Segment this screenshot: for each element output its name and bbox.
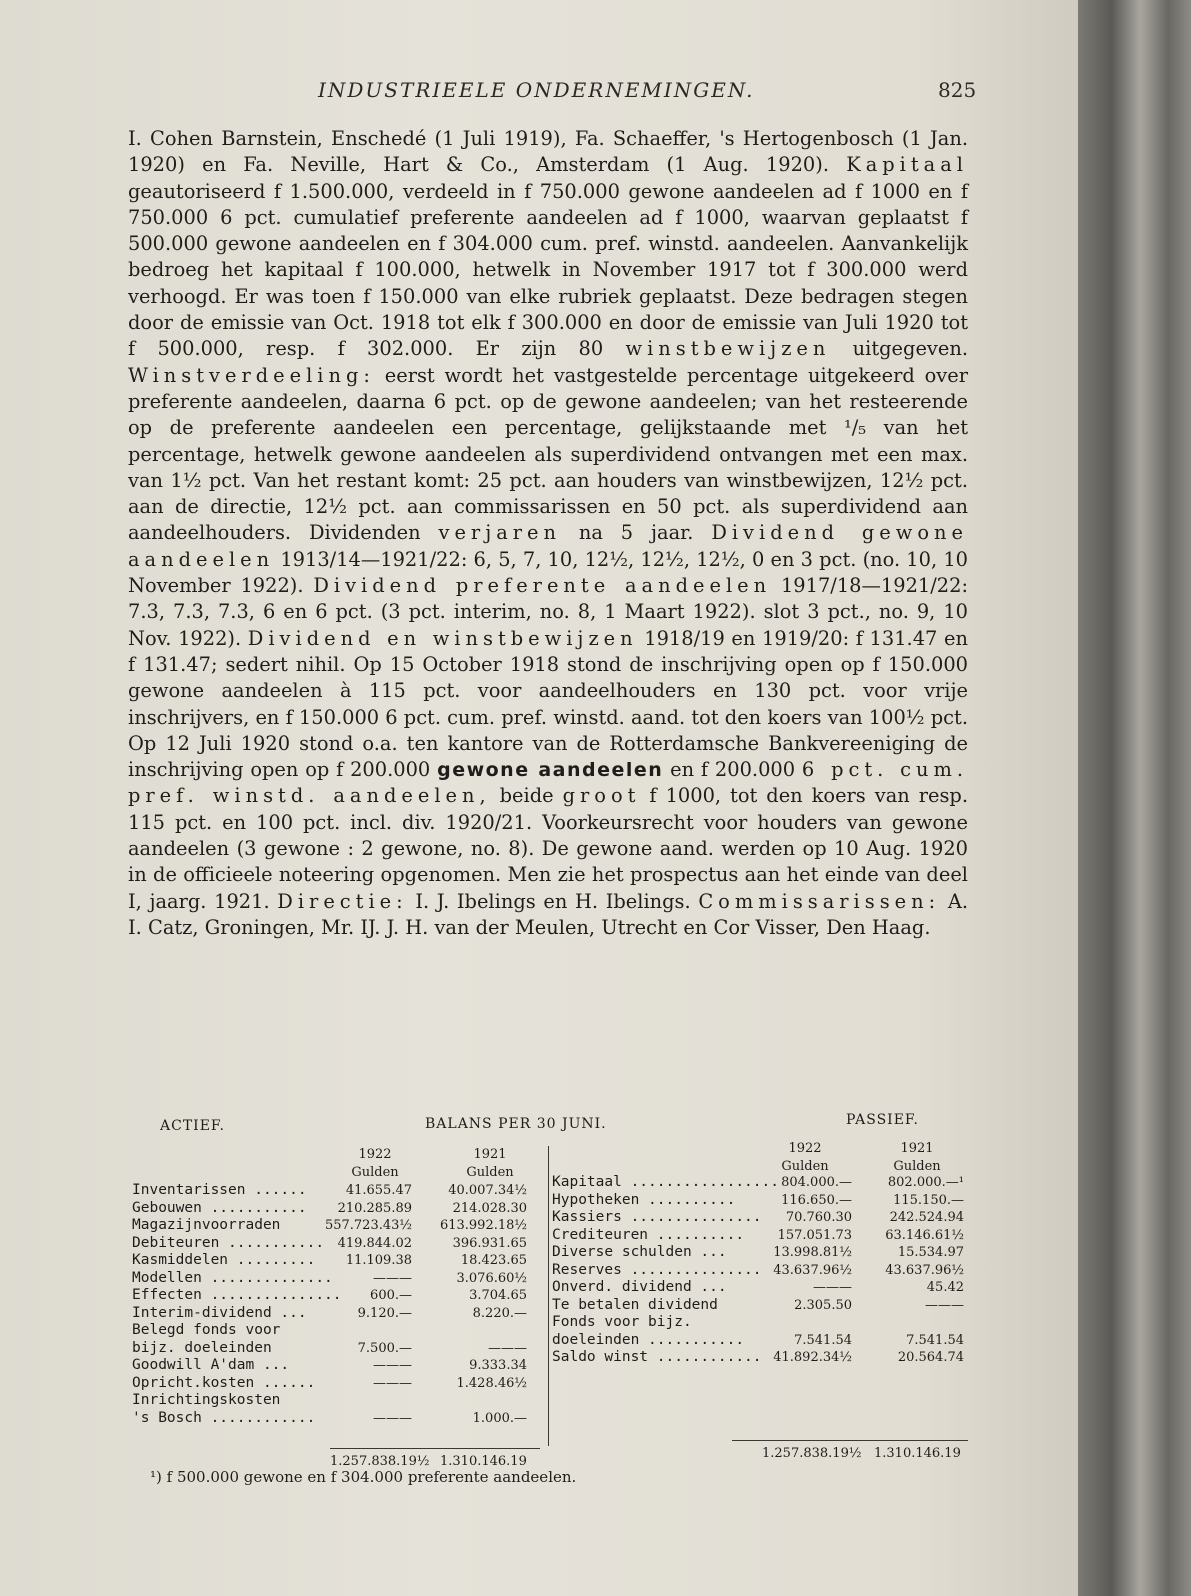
value-1922: ——— (373, 1358, 412, 1373)
value-1921: 3.076.60½ (456, 1270, 527, 1286)
text-run: I. Cohen Barnstein, Enschedé (1 Juli 1919), Fa. Schaeffer, 's Hertogenbosch (1 Jan. 1920) en Fa. Neville, Hart & Co., Amsterdam (1 Aug. 1920). (128, 127, 968, 177)
year-label: 1922 (788, 1141, 822, 1156)
balance-title: BALANS PER 30 JUNI. (425, 1116, 607, 1132)
row-label: Opricht.kosten ...... (132, 1374, 316, 1391)
value-1922: 7.500.— (357, 1340, 412, 1356)
row-label: Gebouwen ........... (132, 1199, 307, 1216)
text-run: 1917/18—1921/22: 7.3, 7.3, 7.3, 6 en 6 pct. (3 pct. interim, no. 8, 1 Maart 1922). slot 3 pct., no. 9, 10 Nov. 1922). (128, 574, 968, 650)
value-1922: 9.120.— (357, 1305, 412, 1321)
text-run: uitgegeven. (830, 337, 968, 361)
value-1922: 557.723.43½ (324, 1218, 412, 1233)
spaced-term: winstbewijzen (625, 337, 831, 361)
balance-row (552, 1209, 972, 1227)
year-label: 1921 (900, 1141, 934, 1156)
value-1921: 3.704.65 (469, 1288, 527, 1303)
balance-row (552, 1279, 972, 1297)
value-1921: 43.637.96½ (885, 1262, 964, 1278)
value-1921: 8.220.— (472, 1305, 527, 1321)
balance-row (132, 1357, 542, 1375)
row-label: Onverd. dividend ... (552, 1279, 727, 1295)
spaced-term: Directie: (277, 889, 408, 913)
unit-label: Gulden (466, 1165, 514, 1180)
row-label: Interim-dividend ... (132, 1304, 307, 1321)
balance-row (552, 1262, 972, 1280)
row-label: Inventarissen ...... (132, 1182, 307, 1198)
right-total-1922: 1.257.838.19½ (762, 1446, 862, 1461)
value-1922: ——— (813, 1280, 852, 1295)
spaced-term: groot (562, 784, 641, 808)
unit-label: Gulden (893, 1159, 941, 1174)
row-label: Magazijnvoorraden (132, 1217, 281, 1233)
row-label: Goodwill A'dam ... (132, 1357, 290, 1373)
value-1921: 396.931.65 (452, 1235, 527, 1251)
value-1922: 11.109.38 (345, 1253, 412, 1268)
balance-row (552, 1244, 972, 1262)
spaced-term: Kapitaal (846, 153, 968, 177)
text-run: I. J. Ibelings en H. Ibelings. (407, 889, 699, 913)
right-col-1922-header (760, 1140, 850, 1176)
spaced-term: verjaren (438, 521, 562, 545)
row-label: Fonds voor bijz. (552, 1314, 692, 1330)
row-label: Crediteuren .......... (552, 1226, 745, 1243)
balance-row (132, 1375, 542, 1393)
balance-row (132, 1235, 542, 1253)
row-label: Reserves ............... (552, 1261, 762, 1278)
value-1922: 116.650.— (781, 1192, 852, 1208)
balance-row (552, 1174, 972, 1192)
value-1921: 1.428.46½ (456, 1375, 527, 1391)
value-1922: 41.655.47 (345, 1183, 412, 1198)
value-1922: 2.305.50 (794, 1297, 852, 1313)
value-1921: 242.524.94 (889, 1210, 964, 1225)
unit-label: Gulden (351, 1165, 399, 1180)
value-1921: 15.534.97 (897, 1245, 964, 1260)
row-label: Te betalen dividend (552, 1296, 718, 1313)
balance-row (132, 1217, 542, 1235)
balance-row (132, 1200, 542, 1218)
actief-rows (132, 1182, 542, 1427)
value-1921: 802.000.—¹ (887, 1175, 964, 1190)
text-run: geautoriseerd f 1.500.000, verdeeld in f 750.000 gewone aandeelen ad f 1000 en f 750.000 6 pct. cumulatief preferente aandeelen ad f 1000, waarvan geplaatst f 500.000 gewone aandeelen en f 304.000 cum. pref. winstd. aandeelen. Aanvankelijk bedroeg het kapitaal f 100.000, hetwelk in November 1917 tot f 300.000 werd verhoogd. Er was toen f 150.000 van elke rubriek geplaatst. Deze bedragen stegen door de emissie van Oct. 1918 tot elk f 300.000 en door de emissie van Juli 1920 tot f 500.000, resp. f 302.000. Er zijn 80 (128, 179, 968, 361)
value-1922: 804.000.— (781, 1175, 852, 1190)
balance-row (132, 1305, 542, 1323)
value-1922: ——— (373, 1375, 412, 1391)
year-label: 1922 (358, 1147, 392, 1162)
value-1922: 13.998.81½ (773, 1245, 852, 1260)
body-text (128, 126, 968, 941)
value-1921: 18.423.65 (460, 1253, 527, 1268)
value-1921: ——— (925, 1297, 964, 1313)
value-1922: 7.541.54 (794, 1332, 852, 1348)
text-run: eerst wordt het vastgestelde percentage uitgekeerd over preferente aandeelen, daarna 6 pct. op de gewone aandeelen; van het resteerende op de preferente aandeelen een percentage, gelijkstaande met ¹/₅ van het percentage, hetwelk gewone aandeelen als superdividend ontvangen met een max. van 1½ pct. Van het restant komt: 25 pct. aan houders van winstbewijzen, 12½ pct. aan de directie, 12½ pct. aan commissarissen en 50 pct. als superdividend aan aandeelhouders. Dividenden (128, 363, 968, 545)
value-1921: 40.007.34½ (448, 1183, 527, 1198)
value-1922: 210.285.89 (337, 1200, 412, 1216)
spaced-term: Dividend en winstbewijzen (247, 626, 638, 650)
text-run: 1918/19 en 1919/20: f 131.47 en f 131.47; sedert nihil. Op 15 October 1918 stond de inschrijving open op f 150.000 gewone aandeelen à 115 pct. voor aandeelhouders en 130 pct. voor vrije inschrijvers, en f 150.000 6 pct. cum. pref. winstd. aand. tot den koers van 100½ pct. Op 12 Juli 1920 stond o.a. ten kantore van de Rotterdamsche Bankvereeniging de inschrijving open op f 200.000 (128, 626, 968, 782)
row-label: 's Bosch ............ (132, 1409, 316, 1426)
left-total-1922: 1.257.838.19½ (330, 1454, 430, 1469)
row-label: bijz. doeleinden (132, 1339, 272, 1356)
text-run: A. I. Catz, Groningen, Mr. IJ. J. H. van der Meulen, Utrecht en Cor Visser, Den Haag. (128, 889, 968, 939)
row-label: doeleinden ........... (552, 1331, 745, 1348)
footnote: ¹) f 500.000 gewone en f 304.000 preferente aandeelen. (150, 1468, 577, 1486)
value-1921: 115.150.— (893, 1192, 964, 1208)
balance-row (132, 1252, 542, 1270)
balance-row (132, 1270, 542, 1288)
row-label: Kassiers ............... (552, 1209, 762, 1225)
header-title: INDUSTRIEELE ONDERNEMINGEN. (318, 78, 755, 102)
right-col-1921-header (872, 1140, 962, 1176)
value-1922: 157.051.73 (777, 1227, 852, 1243)
actief-heading: ACTIEF. (160, 1118, 225, 1134)
row-label: Hypotheken .......... (552, 1191, 736, 1208)
balance-row (552, 1297, 972, 1315)
balance-divider (548, 1146, 549, 1446)
text-run: beide (490, 784, 563, 808)
book-spine-edge (1078, 0, 1191, 1596)
balance-row (552, 1314, 972, 1332)
passief-heading: PASSIEF. (846, 1112, 919, 1128)
value-1921: 613.992.18½ (439, 1218, 527, 1233)
spaced-term: Winstverdeeling: (128, 363, 375, 387)
right-total-1921: 1.310.146.19 (874, 1446, 961, 1461)
value-1922: ——— (373, 1410, 412, 1426)
value-1921: 1.000.— (472, 1410, 527, 1426)
text-run: en f 200.000 (663, 758, 802, 782)
right-total-rule (732, 1440, 968, 1441)
unit-label: Gulden (781, 1159, 829, 1174)
row-label: Diverse schulden ... (552, 1244, 727, 1260)
balance-row (552, 1349, 972, 1367)
value-1921: ——— (488, 1340, 527, 1356)
value-1922: 43.637.96½ (773, 1262, 852, 1278)
balance-row (552, 1332, 972, 1350)
year-label: 1921 (473, 1147, 507, 1162)
row-label: Inrichtingskosten (132, 1392, 281, 1408)
page-number: 825 (938, 78, 977, 102)
row-label: Kasmiddelen ......... (132, 1252, 316, 1268)
balance-row (132, 1182, 542, 1200)
value-1922: 70.760.30 (785, 1210, 852, 1225)
text-run: na 5 jaar. (561, 521, 712, 545)
balance-row (132, 1287, 542, 1305)
balance-row (552, 1227, 972, 1245)
balance-row (132, 1392, 542, 1410)
row-label: Belegd fonds voor (132, 1322, 281, 1338)
left-col-1922-header (330, 1146, 420, 1182)
left-total-1921: 1.310.146.19 (440, 1454, 527, 1469)
left-col-1921-header (445, 1146, 535, 1182)
row-label: Effecten ............... (132, 1287, 342, 1303)
text-run: f 1000, tot den koers van resp. 115 pct. en 100 pct. incl. div. 1920/21. Voorkeursrecht voor houders van gewone aandeelen (3 gewone : 2 gewone, no. 8). De gewone aand. werden op 10 Aug. 1920 in de officieele noteering opgenomen. Men zie het prospectus aan het einde van deel I, jaarg. 1921. (128, 784, 968, 913)
bold-term: gewone aandeelen (437, 759, 664, 782)
left-total-rule (330, 1448, 540, 1449)
row-label: Modellen .............. (132, 1269, 333, 1286)
balance-row (132, 1340, 542, 1358)
value-1921: 9.333.34 (469, 1358, 527, 1373)
value-1922: ——— (373, 1270, 412, 1286)
value-1922: 600.— (370, 1288, 412, 1303)
balance-row (552, 1192, 972, 1210)
value-1921: 214.028.30 (452, 1200, 527, 1216)
value-1922: 41.892.34½ (773, 1350, 852, 1365)
passief-rows (552, 1174, 972, 1367)
row-label: Kapitaal ................. (552, 1174, 779, 1190)
row-label: Saldo winst ............ (552, 1349, 762, 1365)
value-1921: 7.541.54 (906, 1332, 964, 1348)
value-1921: 20.564.74 (897, 1350, 964, 1365)
text-run: 1913/14—1921/22: 6, 5, 7, 10, 12½, 12½, 12½, 0 en 3 pct. (no. 10, 10 November 1922). (128, 547, 968, 598)
value-1922: 419.844.02 (337, 1235, 412, 1251)
value-1921: 63.146.61½ (885, 1227, 964, 1243)
value-1921: 45.42 (926, 1280, 964, 1295)
balance-row (132, 1322, 542, 1340)
spaced-term: 6 pct. cum. pref. winstd. aandeelen, (128, 758, 969, 808)
spaced-term: Commissarissen: (698, 889, 941, 913)
spaced-term: Dividend gewone aandeelen (128, 521, 968, 571)
spaced-term: Dividend preferente aandeelen (313, 574, 772, 598)
row-label: Debiteuren ........... (132, 1234, 325, 1251)
balance-row (132, 1410, 542, 1428)
